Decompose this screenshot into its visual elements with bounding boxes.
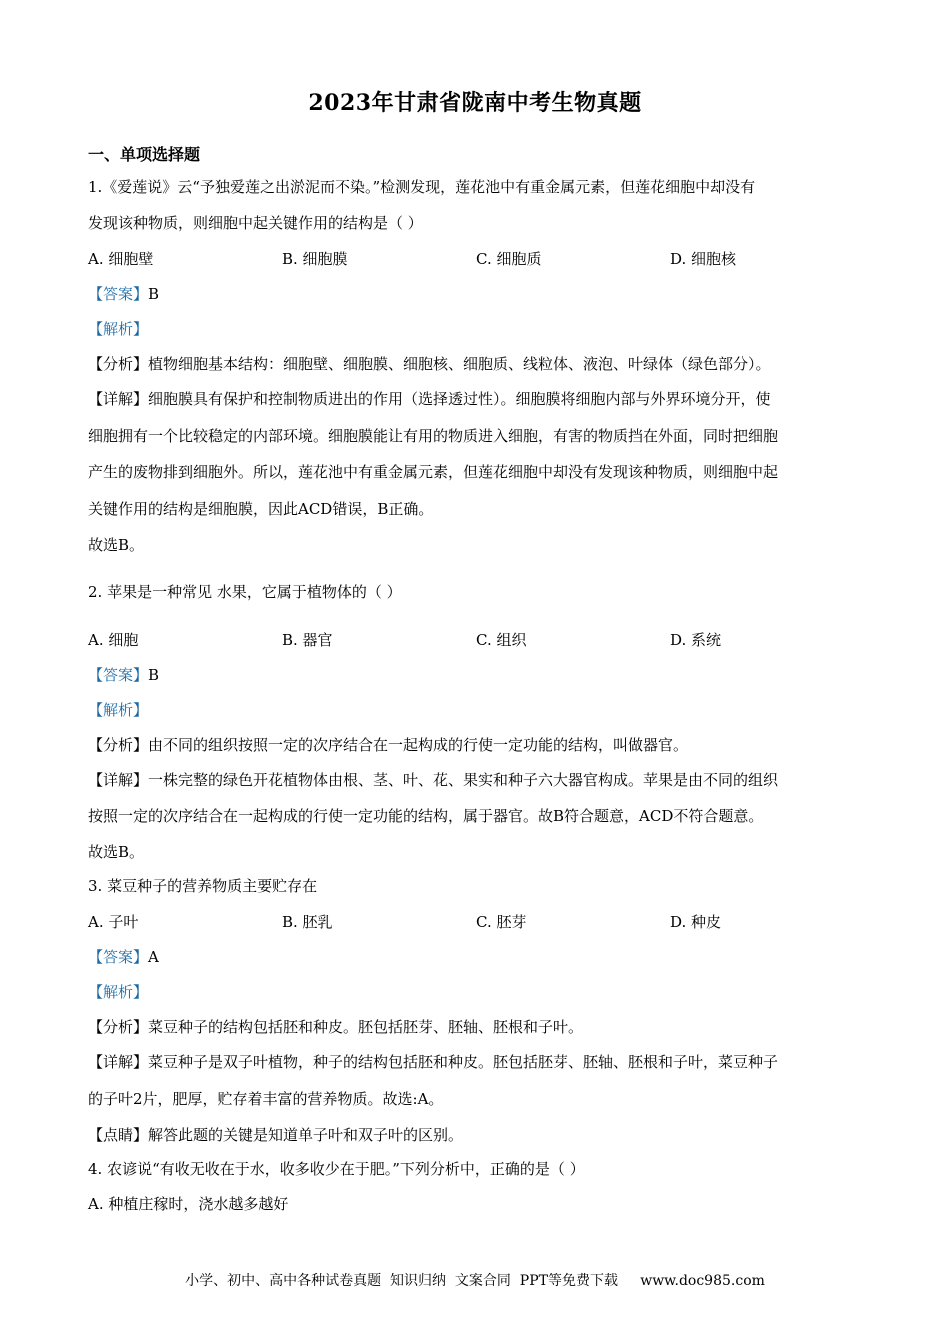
- q2-option-c: C. 组织: [476, 631, 527, 649]
- q2-option-d: D. 系统: [670, 631, 722, 649]
- section-heading: 一、单项选择题: [88, 145, 201, 164]
- q1-detail-line1: [88, 389, 771, 409]
- q3-fenxi: [88, 1017, 583, 1037]
- answer-value: B: [148, 285, 160, 303]
- analysis-tag: 【解析】: [88, 320, 149, 338]
- q2-stem: 2. 苹果是一种常见 水果，它属于植物体的（ ）: [88, 583, 402, 601]
- answer-value: B: [148, 666, 160, 684]
- page-title: 2023年甘肃省陇南中考生物真题: [308, 90, 642, 116]
- q3-detail-line1: [88, 1052, 778, 1072]
- q2-fenxi: [88, 735, 688, 755]
- q2-detail-line1: [88, 770, 778, 790]
- fenxi-text: 由不同的组织按照一定的次序结合在一起构成的行使一定功能的结构，叫做器官。: [148, 736, 689, 754]
- detail-text: 菜豆种子是双子叶植物，种子的结构包括胚和种皮。胚包括胚芽、胚轴、胚根和子叶，菜豆种子: [148, 1053, 779, 1071]
- q1-option-c: C. 细胞质: [476, 250, 542, 268]
- q3-option-c: C. 胚芽: [476, 913, 527, 931]
- q3-option-d: D. 种皮: [670, 913, 722, 931]
- analysis-tag: 【解析】: [88, 701, 149, 719]
- q2-conclusion: 故选B。: [88, 843, 145, 861]
- q1-stem-line2: 发现该种物质，则细胞中起关键作用的结构是（ ）: [88, 214, 423, 232]
- page-footer: 小学、初中、高中各种试卷真题 知识归纳 文案合同 PPT等免费下载 www.doc985.com: [185, 1273, 765, 1289]
- detail-tag: 【详解】: [88, 771, 149, 789]
- q1-option-a: A. 细胞壁: [88, 250, 154, 268]
- detail-text: 一株完整的绿色开花植物体由根、茎、叶、花、果实和种子六大器官构成。苹果是由不同的组织: [148, 771, 779, 789]
- q1-analysis-heading: [88, 319, 148, 339]
- q1-option-d: D. 细胞核: [670, 250, 737, 268]
- q3-detail-line2: 的子叶2片，肥厚，贮存着丰富的营养物质。故选:A。: [88, 1090, 444, 1108]
- dianjing-tag: 【点睛】: [88, 1126, 149, 1144]
- answer-value: A: [148, 948, 159, 966]
- dianjing-text: 解答此题的关键是知道单子叶和双子叶的区别。: [148, 1126, 464, 1144]
- q1-fenxi: [88, 354, 771, 374]
- detail-text: 细胞膜具有保护和控制物质进出的作用（选择透过性）。细胞膜将细胞内部与外界环境分开，使: [148, 390, 771, 408]
- q1-option-b: B. 细胞膜: [282, 250, 348, 268]
- q3-option-b: B. 胚乳: [282, 913, 333, 931]
- answer-tag: 【答案】: [88, 666, 149, 684]
- fenxi-tag: 【分析】: [88, 736, 149, 754]
- q2-analysis-heading: [88, 700, 148, 720]
- q1-conclusion: 故选B。: [88, 536, 145, 554]
- q3-stem: 3. 菜豆种子的营养物质主要贮存在: [88, 877, 318, 895]
- q3-dianjing: [88, 1125, 463, 1145]
- fenxi-tag: 【分析】: [88, 1018, 149, 1036]
- q2-answer: [88, 665, 159, 685]
- q3-analysis-heading: [88, 982, 148, 1002]
- detail-tag: 【详解】: [88, 390, 149, 408]
- analysis-tag: 【解析】: [88, 983, 149, 1001]
- q2-option-b: B. 器官: [282, 631, 333, 649]
- q4-option-a: A. 种植庄稼时，浇水越多越好: [88, 1195, 289, 1213]
- fenxi-text: 植物细胞基本结构：细胞壁、细胞膜、细胞核、细胞质、线粒体、液泡、叶绿体（绿色部分）。: [148, 355, 771, 373]
- q4-stem: 4. 农谚说“有收无收在于水，收多收少在于肥。”下列分析中，正确的是（ ）: [88, 1160, 585, 1178]
- q1-detail-line3: 产生的废物排到细胞外。所以，莲花池中有重金属元素，但莲花细胞中却没有发现该种物质，则细胞中起: [88, 463, 779, 481]
- q1-answer: [88, 284, 159, 304]
- answer-tag: 【答案】: [88, 285, 149, 303]
- q1-stem-line1: 1.《爱莲说》云“予独爱莲之出淤泥而不染。”检测发现，莲花池中有重金属元素，但莲花细胞中却没有: [88, 178, 756, 196]
- fenxi-tag: 【分析】: [88, 355, 149, 373]
- detail-tag: 【详解】: [88, 1053, 149, 1071]
- q2-detail-line2: 按照一定的次序结合在一起构成的行使一定功能的结构，属于器官。故B符合题意，ACD不符合题意。: [88, 807, 764, 825]
- fenxi-text: 菜豆种子的结构包括胚和种皮。胚包括胚芽、胚轴、胚根和子叶。: [148, 1018, 584, 1036]
- q1-detail-line4: 关键作用的结构是细胞膜，因此ACD错误，B正确。: [88, 500, 434, 518]
- q1-detail-line2: 细胞拥有一个比较稳定的内部环境。细胞膜能让有用的物质进入细胞，有害的物质挡在外面，同时把细胞: [88, 427, 779, 445]
- q2-option-a: A. 细胞: [88, 631, 139, 649]
- q3-answer: [88, 947, 159, 967]
- answer-tag: 【答案】: [88, 948, 149, 966]
- q3-option-a: A. 子叶: [88, 913, 139, 931]
